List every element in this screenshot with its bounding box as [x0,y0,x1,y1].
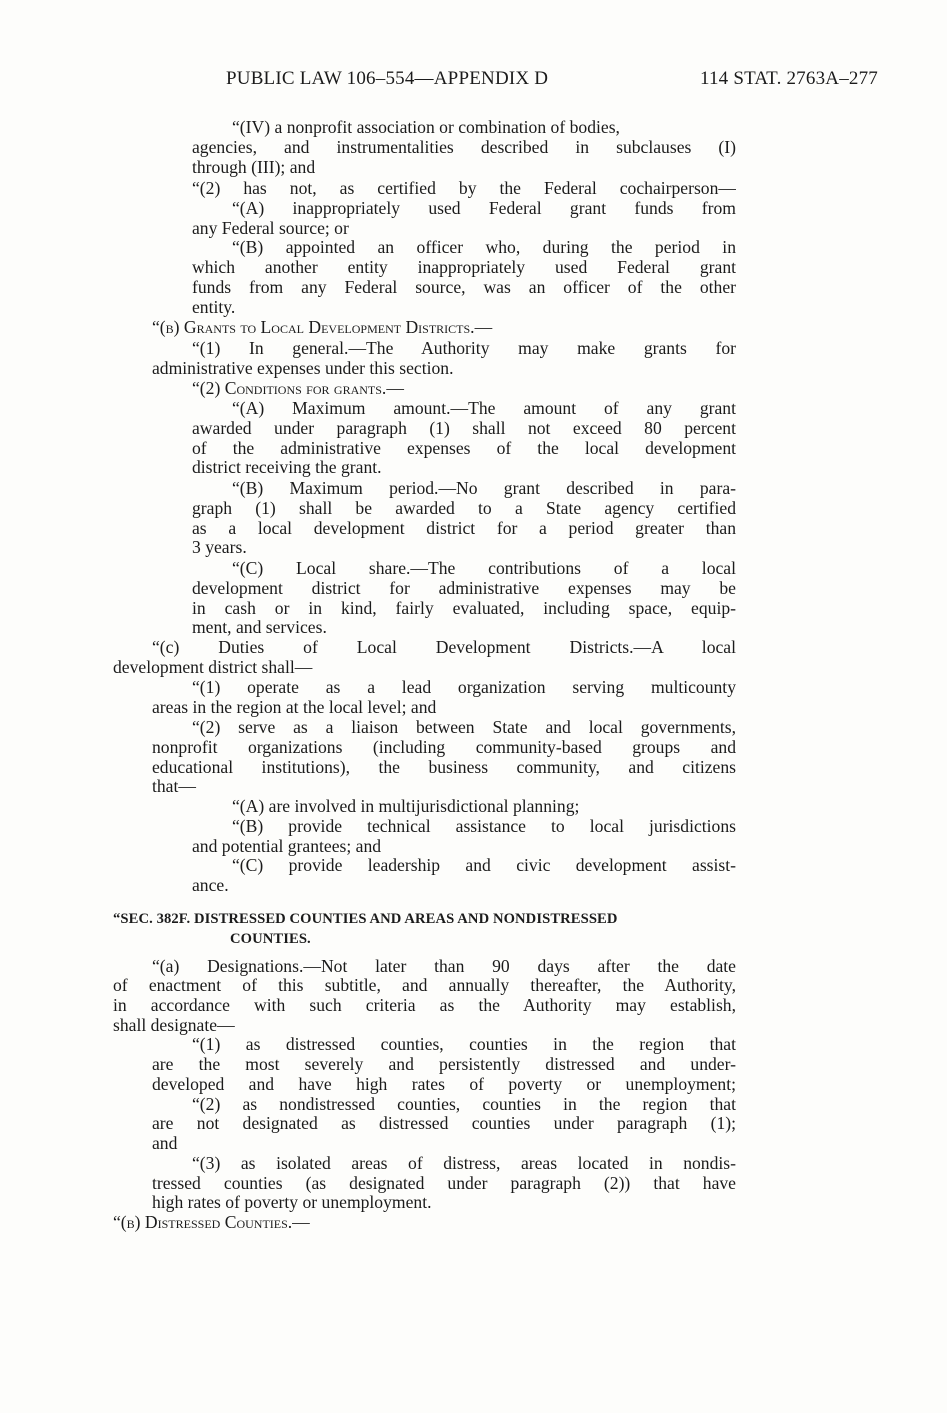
running-header [226,68,878,94]
text-line: as a local development district for a period greater than [192,518,736,538]
text-line: “(B) provide technical assistance to local jurisdictions [232,816,736,836]
text-line: administrative expenses under this section. [152,358,454,378]
text-line: “(3) as isolated areas of distress, areas located in nondis- [192,1153,736,1173]
text-line: tressed counties (as designated under paragraph (2)) that have [152,1173,736,1193]
paragraph-heading: “(2) Conditions for grants.— [192,378,404,398]
text-line: “(A) inappropriately used Federal grant funds from [232,198,736,218]
text-line: through (III); and [192,157,316,177]
text-line: and [152,1133,178,1153]
text-line: “(C) provide leadership and civic development assist- [232,855,736,875]
text-line: are the most severely and persistently distressed and under- [152,1054,736,1074]
text-line: in accordance with such criteria as the Authority may establish, [113,995,736,1015]
text-line: areas in the region at the local level; and [152,697,437,717]
text-line: “(2) has not, as certified by the Federal cochairperson— [192,178,736,198]
text-line: “(1) In general.—The Authority may make grants for [192,338,736,358]
text-line: district receiving the grant. [192,457,382,477]
text-line: and potential grantees; and [192,836,382,856]
text-line: ance. [192,875,229,895]
text-line: funds from any Federal source, was an officer of the other [192,277,736,297]
text-line: awarded under paragraph (1) shall not exceed 80 percent [192,418,736,438]
subsection-heading: “(a) Designations.—Not later than 90 days after the date [152,956,736,976]
text-line: shall designate— [113,1015,235,1035]
text-line: are not designated as distressed counties under paragraph (1); [152,1113,736,1133]
subsection-heading: “(c) Duties of Local Development Districts.—A local [152,637,736,657]
text-line: entity. [192,297,236,317]
text-line: educational institutions), the business community, and citizens [152,757,736,777]
text-line: any Federal source; or [192,218,349,238]
text-line: “(1) operate as a lead organization serving multicounty [192,677,736,697]
text-line: “(B) appointed an officer who, during the period in [232,237,736,257]
section-heading-cont: COUNTIES. [230,931,311,947]
text-line: development district for administrative expenses may be [192,578,736,598]
text-line: developed and have high rates of poverty or unemployment; [152,1074,736,1094]
text-line: “(2) as nondistressed counties, counties in the region that [192,1094,736,1114]
text-line: “(IV) a nonprofit association or combination of bodies, [232,117,620,137]
text-line: “(2) serve as a liaison between State and local governments, [192,717,736,737]
subsection-heading: “(b) Grants to Local Development Districts.— [152,317,493,337]
text-line: of enactment of this subtitle, and annually thereafter, the Authority, [113,975,736,995]
text-line: “(B) Maximum period.—No grant described in para- [232,478,736,498]
text-line: ment, and services. [192,617,327,637]
text-line: that— [152,776,196,796]
text-line: in cash or in kind, fairly evaluated, including space, equip- [192,598,736,618]
text-line: agencies, and instrumentalities described in subclauses (I) [192,137,736,157]
text-line: “(A) are involved in multijurisdictional planning; [232,796,580,816]
text-line: graph (1) shall be awarded to a State agency certified [192,498,736,518]
text-line: high rates of poverty or unemployment. [152,1192,432,1212]
header-law-citation: PUBLIC LAW 106–554—APPENDIX D [226,68,549,89]
text-line: 3 years. [192,537,247,557]
text-line: “(1) as distressed counties, counties in the region that [192,1034,736,1054]
text-line: which another entity inappropriately used Federal grant [192,257,736,277]
text-line: “(C) Local share.—The contributions of a local [232,558,736,578]
subsection-heading: “(b) Distressed Counties.— [113,1212,310,1232]
header-statute-page: 114 STAT. 2763A–277 [699,68,878,89]
text-line: nonprofit organizations (including community-based groups and [152,737,736,757]
text-line: of the administrative expenses of the local development [192,438,736,458]
text-line: development district shall— [113,657,313,677]
text-line: “(A) Maximum amount.—The amount of any grant [232,398,736,418]
section-heading: “SEC. 382F. DISTRESSED COUNTIES AND AREAS AND NONDISTRESSED [113,911,618,927]
